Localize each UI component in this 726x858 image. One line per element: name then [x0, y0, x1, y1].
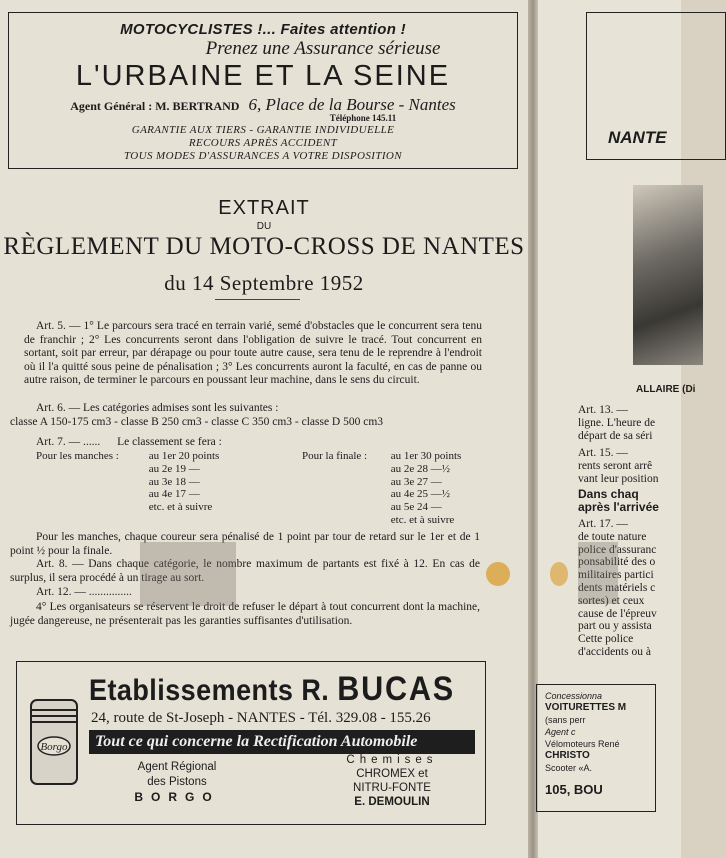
bucas-agent-line-2: des Pistons: [147, 776, 207, 788]
article-6: Art. 6. — Les catégories admises sont les suivantes :: [36, 402, 279, 414]
bucas-title-name: BUCAS: [337, 670, 456, 708]
extrait-heading: EXTRAIT: [218, 197, 310, 219]
right-line: rents seront arrê: [578, 459, 653, 472]
right-line: ponsabilité des o: [578, 556, 656, 569]
right-line: de toute nature: [578, 530, 647, 543]
binding-hole: [486, 562, 510, 586]
right-line: vant leur position: [578, 472, 659, 485]
bucas-tagline: Tout ce qui concerne la Rectification Automobile: [89, 730, 475, 754]
article-7-label: Art. 7. — ......: [36, 436, 101, 448]
right-stain-mark: [578, 542, 618, 604]
bucas-product-3: NITRU-FONTE: [353, 782, 431, 794]
manches-row: au 3e 18 —: [148, 475, 200, 488]
ad-slogan: Prenez une Assurance sérieuse: [205, 38, 441, 59]
right-line: Art. 15. —: [578, 447, 628, 459]
right-line: cause de l'épreuv: [578, 607, 657, 620]
piston-icon: [25, 694, 83, 789]
penalty-paragraph: Pour les manches, chaque coureur sera pénalisé de 1 point par tour de retard sur le 1er et de 1 point ½ pour la finale.: [10, 531, 480, 557]
right-line: Cette police: [578, 633, 634, 646]
rider-photo: [633, 185, 703, 365]
right-article-13: [578, 404, 688, 442]
ad-guarantee-3: TOUS MODES D'ASSURANCES A VOTRE DISPOSITION: [123, 150, 403, 162]
right-heading: NANTE: [608, 128, 667, 147]
right-ad-line: Vélomoteurs René: [545, 739, 620, 749]
right-line: dents matériels c: [578, 581, 656, 594]
ad-guarantee-2: RECOURS APRÈS ACCIDENT: [188, 137, 338, 149]
finale-row: au 4e 25 —½: [390, 488, 451, 501]
right-line: militaires partici: [578, 569, 654, 582]
right-bottom-ad: [536, 684, 656, 812]
article-7-text: Le classement se fera :: [117, 436, 222, 448]
finale-row: au 1er 30 points: [390, 450, 462, 462]
right-ad-line: Concessionna: [545, 691, 603, 701]
manches-row: au 4e 17 —: [148, 488, 200, 501]
article-7: [36, 436, 222, 448]
right-ad-line: Agent c: [545, 727, 576, 737]
right-line: police d'assuranc: [578, 543, 657, 556]
bucas-brand: BORGO: [134, 790, 220, 804]
right-binding-hole: [550, 562, 568, 586]
right-line: sortes) et ceux: [578, 594, 645, 607]
right-line: Art. 13. —: [578, 404, 628, 416]
right-line: Art. 17. —: [578, 518, 628, 530]
manches-label: Pour les manches :: [36, 450, 119, 462]
du-heading: DU: [256, 221, 272, 232]
bucas-address: 24, route de St-Joseph - NANTES - Tél. 329.08 - 155.26: [91, 710, 431, 726]
finale-row: etc. et à suivre: [390, 513, 455, 526]
article-8: Art. 8. — Dans chaque catégorie, le nombre maximum de partants est fixé à 12. En cas de surplus, il sera procédé à un tirage au sort.: [10, 558, 480, 584]
right-ad-line: CHRISTO: [545, 750, 590, 761]
finale-row: au 2e 28 —½: [390, 462, 451, 475]
ad-agent: Agent Général : M. BERTRAND: [70, 99, 240, 113]
manches-values: [149, 450, 220, 514]
manches-scoring: [36, 450, 219, 514]
manches-row: au 2e 19 —: [148, 462, 200, 475]
ad-headline: MOTOCYCLISTES !... Faites attention !: [120, 21, 406, 38]
piston-brand-label: Borgo: [40, 741, 68, 753]
manches-row: etc. et à suivre: [148, 501, 213, 514]
bucas-products-block: [327, 753, 457, 809]
article-5: Art. 5. — 1° Le parcours sera tracé en terrain varié, semé d'obstacles que le concurrent sera tenu de franchir ; 2° Les concurrents seront dans l'obligation de suivre le tracé. Tout concurrent en sortant, soit par erreur, par dérapage ou pour toute autre cause, sera tenu de le reprendre à l'endroit où il l'a quitté sous peine de pénalisation ; 3° Les concurrents auront la faculté, en cas de panne ou autre raison, de terminer le parcours en poussant leur machine, dans le sens du circuit.: [24, 320, 482, 386]
bucas-agent-block: [117, 760, 237, 805]
ad-company-name: L'URBAINE ET LA SEINE: [75, 60, 451, 92]
article-12-point-4: 4° Les organisateurs se réservent le droit de refuser le départ à tout concurrent dont la machine, jugée dangereuse, ne présenterait pas les garanties suffisantes d'utilisation.: [10, 601, 480, 627]
right-line: ligne. L'heure de: [578, 416, 656, 429]
finale-scoring: [302, 450, 461, 527]
right-line: part ou y assista: [578, 620, 652, 633]
finale-row: au 3e 27 —: [390, 475, 442, 488]
bucas-title: [89, 670, 455, 709]
bucas-product-1: Chemises: [346, 754, 438, 766]
ad-guarantee-1: GARANTIE AUX TIERS - GARANTIE INDIVIDUELLE: [131, 124, 395, 136]
ad-phone: Téléphone 145.11: [329, 113, 397, 123]
right-page: [538, 0, 696, 858]
right-line: d'accidents ou à: [578, 645, 651, 658]
right-bold-lines: [578, 488, 688, 514]
right-ad-line: VOITURETTES M: [545, 702, 627, 713]
right-ad-line: 105, BOU: [545, 782, 603, 797]
page-title: RÈGLEMENT DU MOTO-CROSS DE NANTES: [3, 233, 525, 260]
title-divider: [215, 299, 300, 300]
right-line: départ de sa séri: [578, 429, 653, 442]
bucas-ad: [16, 661, 486, 825]
bucas-product-4: E. DEMOULIN: [354, 796, 430, 808]
ad-address: 6, Place de la Bourse - Nantes: [248, 95, 456, 114]
right-ad-line: Scooter «A.: [545, 763, 593, 773]
bucas-product-2: CHROMEX et: [356, 768, 428, 780]
finale-label: Pour la finale :: [302, 450, 368, 462]
article-12: Art. 12. — ...............: [36, 586, 132, 598]
stain-mark: [140, 542, 236, 606]
bucas-agent-line-1: Agent Régional: [137, 761, 217, 773]
ad-agent-row: [9, 95, 517, 115]
finale-row: au 5e 24 —: [390, 501, 442, 514]
event-date: du 14 Septembre 1952: [164, 271, 364, 295]
finale-values: [391, 450, 462, 527]
manches-row: au 1er 20 points: [148, 450, 220, 462]
insurance-ad: [8, 12, 518, 169]
right-article-15: [578, 447, 688, 485]
bucas-title-prefix: Etablissements R.: [89, 674, 330, 707]
right-bold-line: Dans chaq: [578, 487, 639, 501]
right-bold-line: après l'arrivée: [578, 499, 659, 514]
right-ad-line: (sans perr: [545, 715, 586, 725]
class-list: classe A 150-175 cm3 - classe B 250 cm3 - classe C 350 cm3 - classe D 500 cm3: [10, 416, 384, 428]
photo-caption: ALLAIRE (Di: [636, 384, 696, 395]
